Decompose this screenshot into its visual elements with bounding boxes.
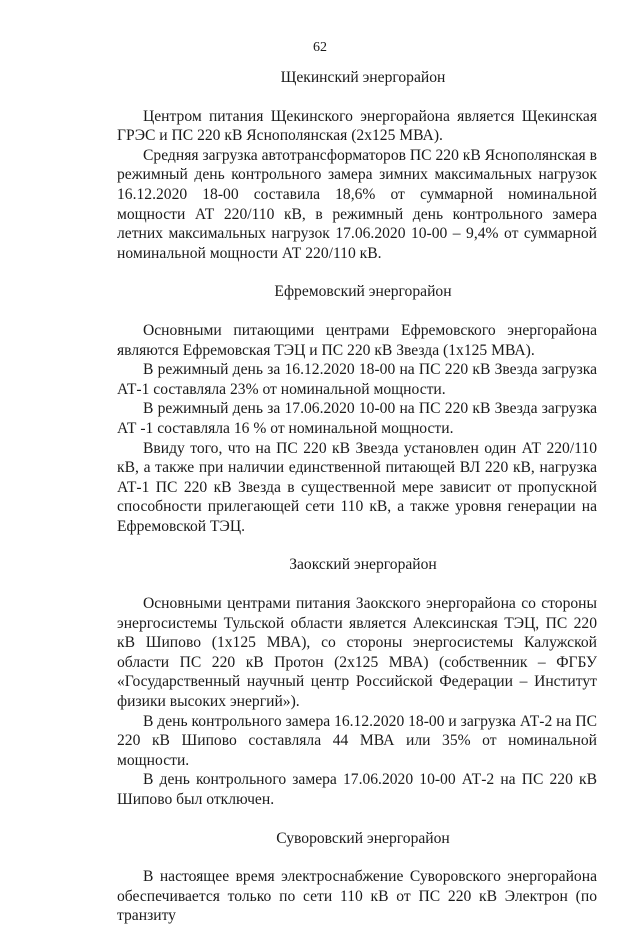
section-suvorovsky (117, 829, 597, 926)
section-shchekinsky (117, 68, 597, 263)
page-number: 62 (313, 40, 327, 55)
section-heading: Ефремовский энергорайон (274, 283, 452, 301)
paragraph: Центром питания Щекинского энергорайона является Щекинская ГРЭС и ПС 220 кВ Яснополянская (2х125 МВА). (117, 107, 597, 145)
section-efremovsky (117, 282, 597, 536)
paragraph: В день контрольного замера 16.12.2020 18-00 и загрузка АТ-2 на ПС 220 кВ Шипово составляла 44 МВА или 35% от номинальной мощности. (117, 712, 597, 769)
paragraph: В день контрольного замера 17.06.2020 10-00 АТ-2 на ПС 220 кВ Шипово был отключен. (117, 771, 597, 808)
paragraph: Основными центрами питания Заокского энергорайона со стороны энергосистемы Тульской области является Алексинская ТЭЦ, ПС 220 кВ Шипово (1х125 МВА), со стороны энергосистемы Калужской области ПС 220 кВ Протон (2х125 МВА) (собственник – ФГБУ «Государственный научный центр Российской Федерации – Институт физики высоких энергий»). (117, 595, 597, 711)
section-heading: Суворовский энергорайон (276, 829, 450, 847)
document-body (117, 68, 597, 926)
section-zaoksky (117, 555, 597, 809)
section-heading: Щекинский энергорайон (280, 69, 446, 86)
paragraph: В режимный день за 16.12.2020 18-00 на ПС 220 кВ Звезда загрузка АТ-1 составляла 23% от номинальной мощности. (117, 361, 597, 398)
paragraph: Основными питающими центрами Ефремовского энергорайона являются Ефремовская ТЭЦ и ПС 220 кВ Звезда (1х125 МВА). (117, 321, 597, 359)
paragraph: Средняя загрузка автотрансформаторов ПС 220 кВ Яснополянская в режимный день контрольного замера зимних максимальных нагрузок 16.12.2020 18-00 составила 18,6% от суммарной номинальной мощности АТ 220/110 кВ, в режимный день контрольного замера летних максимальных нагрузок 17.06.2020 10-00 – 9,4% от суммарной номинальной мощности АТ 220/110 кВ. (117, 146, 597, 262)
paragraph: Ввиду того, что на ПС 220 кВ Звезда установлен один АТ 220/110 кВ, а также при наличии единственной питающей ВЛ 220 кВ, нагрузка АТ-1 ПС 220 кВ Звезда в существенной мере зависит от пропускной способности прилегающей сети 110 кВ, а также уровня генерации на Ефремовской ТЭЦ. (117, 439, 597, 535)
paragraph: В настоящее время электроснабжение Суворовского энергорайона обеспечивается только по сети 110 кВ от ПС 220 кВ Электрон (по транзиту (117, 868, 597, 925)
section-heading: Заокский энергорайон (289, 556, 437, 574)
paragraph: В режимный день за 17.06.2020 10-00 на ПС 220 кВ Звезда загрузка АТ -1 составляла 16 % от номинальной мощности. (117, 400, 597, 437)
